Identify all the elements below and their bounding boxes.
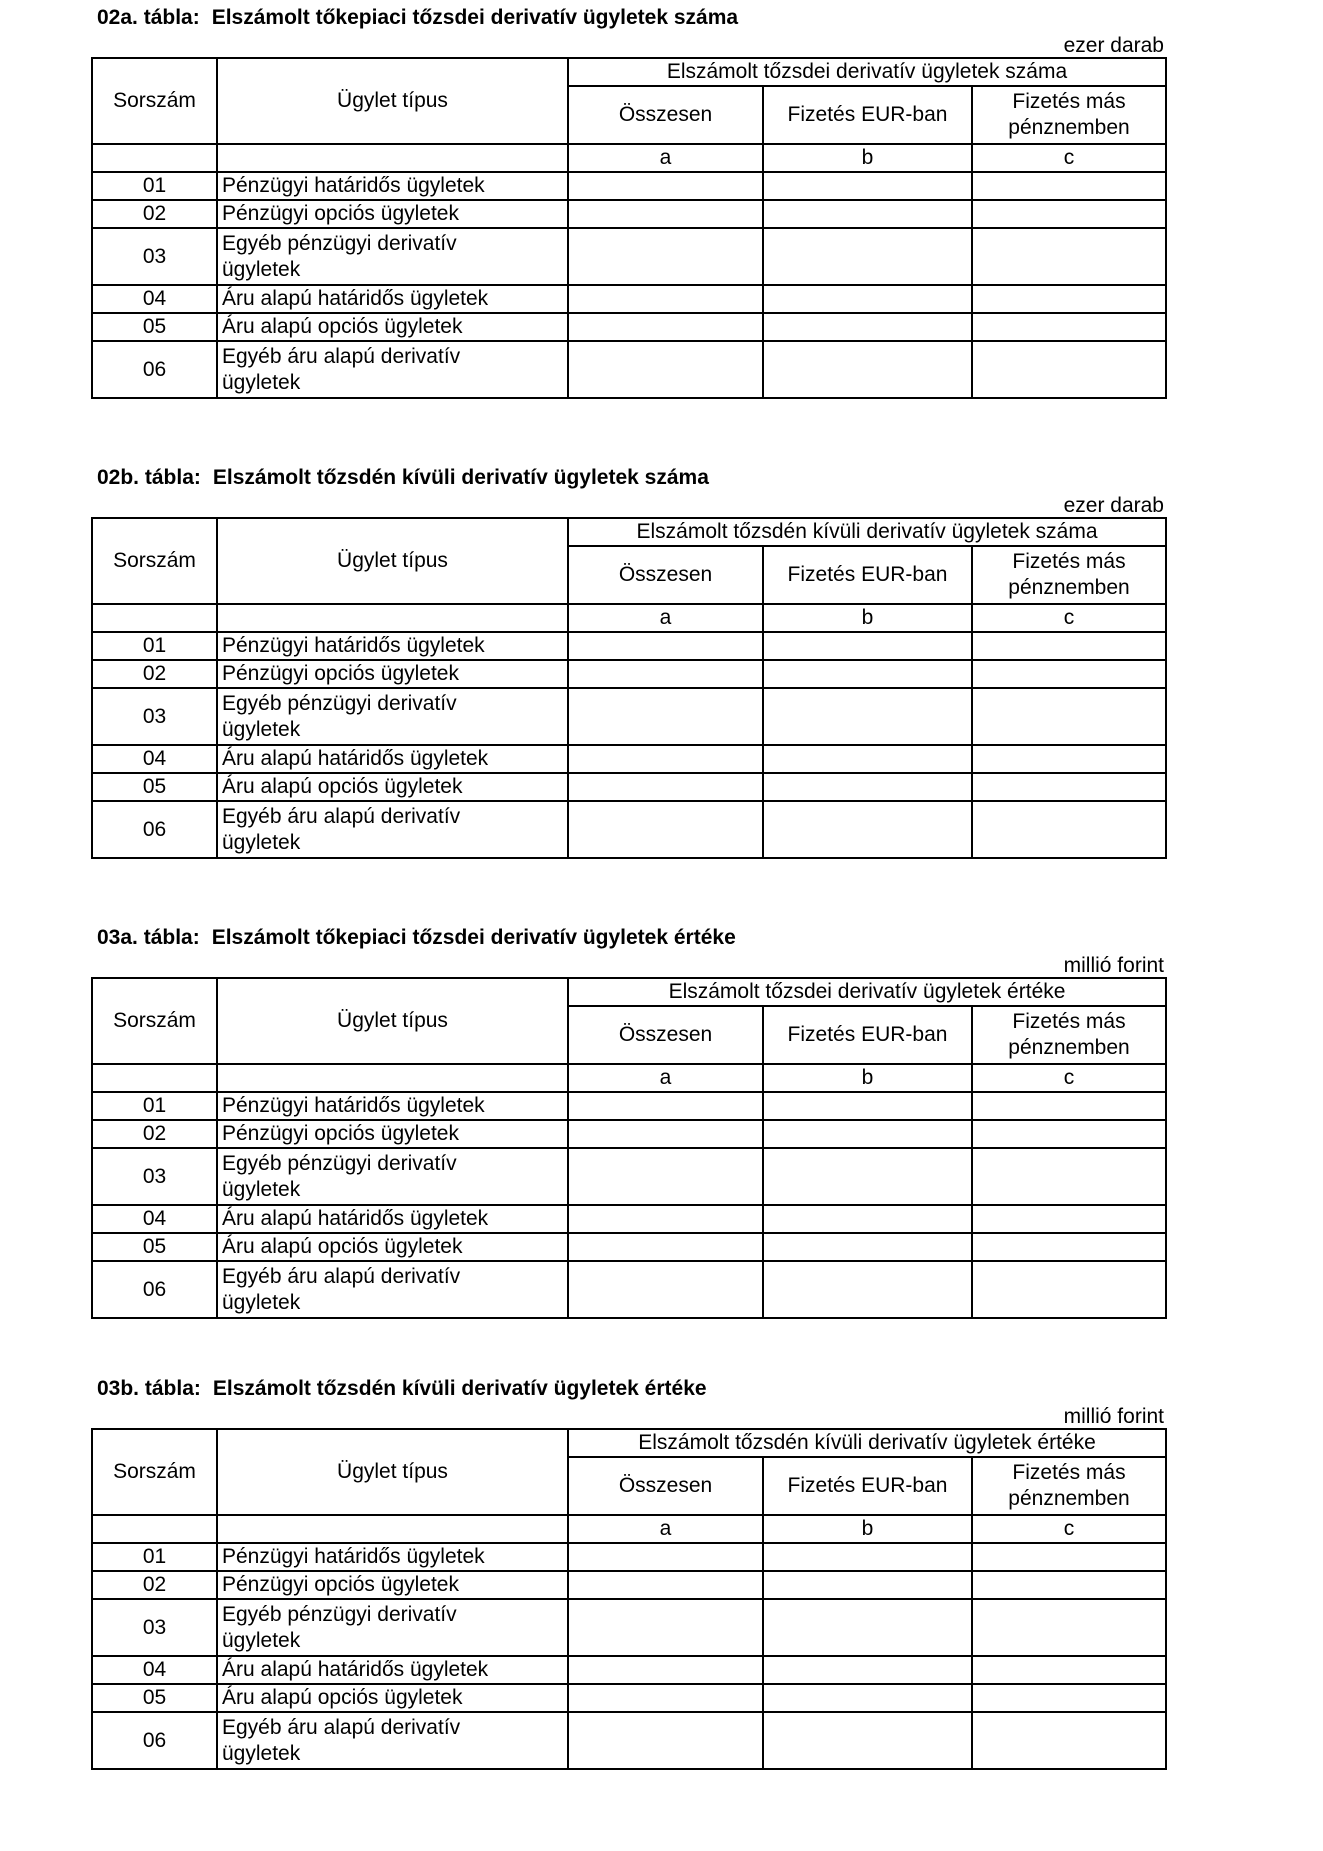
value-mas-cell[interactable]	[972, 1684, 1166, 1712]
value-osszesen-cell[interactable]	[568, 341, 763, 398]
header-group: Elszámolt tőzsdén kívüli derivatív ügyletek száma	[568, 518, 1166, 546]
header-group: Elszámolt tőzsdén kívüli derivatív ügyletek értéke	[568, 1429, 1166, 1457]
row-number: 04	[92, 1205, 217, 1233]
header-blank	[217, 1064, 568, 1092]
value-osszesen-cell[interactable]	[568, 801, 763, 858]
header-osszesen: Összesen	[568, 1006, 763, 1064]
value-osszesen-cell[interactable]	[568, 1205, 763, 1233]
row-number: 06	[92, 1712, 217, 1769]
header-blank	[217, 1515, 568, 1543]
header-eur: Fizetés EUR-ban	[763, 1006, 972, 1064]
value-eur-cell[interactable]	[763, 200, 972, 228]
header-col-c: c	[972, 1064, 1166, 1092]
row-type-name: Pénzügyi opciós ügyletek	[217, 1120, 568, 1148]
row-type-name: Áru alapú opciós ügyletek	[217, 773, 568, 801]
value-mas-cell[interactable]	[972, 660, 1166, 688]
value-eur-cell[interactable]	[763, 632, 972, 660]
table-heading	[97, 1376, 707, 1402]
row-type-name: Pénzügyi határidős ügyletek	[217, 172, 568, 200]
value-mas-cell[interactable]	[972, 1261, 1166, 1318]
row-type-name: Egyéb pénzügyi derivatív ügyletek	[217, 228, 568, 285]
table-row	[92, 1233, 1166, 1261]
row-number: 01	[92, 632, 217, 660]
table-title: Elszámolt tőkepiaci tőzsdei derivatív ügyletek száma	[211, 6, 739, 29]
value-eur-cell[interactable]	[763, 1120, 972, 1148]
table-row	[92, 341, 1166, 398]
value-mas-cell[interactable]	[972, 801, 1166, 858]
table-number: 03b. tábla:	[97, 1377, 201, 1400]
unit-label: millió forint	[1063, 1405, 1164, 1428]
table-row	[92, 632, 1166, 660]
value-eur-cell[interactable]	[763, 1148, 972, 1205]
value-osszesen-cell[interactable]	[568, 660, 763, 688]
table-row	[92, 745, 1166, 773]
row-type-name: Egyéb áru alapú derivatív ügyletek	[217, 801, 568, 858]
value-eur-cell[interactable]	[763, 228, 972, 285]
value-osszesen-cell[interactable]	[568, 688, 763, 745]
header-blank	[217, 604, 568, 632]
row-number: 04	[92, 1656, 217, 1684]
header-mas: Fizetés más pénznemben	[972, 546, 1166, 604]
table-row	[92, 773, 1166, 801]
data-table	[91, 517, 1167, 859]
value-osszesen-cell[interactable]	[568, 1233, 763, 1261]
row-number: 01	[92, 1092, 217, 1120]
header-col-c: c	[972, 604, 1166, 632]
table-heading	[97, 465, 709, 491]
value-eur-cell[interactable]	[763, 688, 972, 745]
row-number: 04	[92, 285, 217, 313]
value-mas-cell[interactable]	[972, 341, 1166, 398]
header-sorszam: Sorszám	[92, 58, 217, 144]
row-type-name: Pénzügyi határidős ügyletek	[217, 1543, 568, 1571]
value-eur-cell[interactable]	[763, 1684, 972, 1712]
value-osszesen-cell[interactable]	[568, 773, 763, 801]
value-eur-cell[interactable]	[763, 285, 972, 313]
row-type-name: Áru alapú opciós ügyletek	[217, 313, 568, 341]
row-number: 02	[92, 200, 217, 228]
table-row	[92, 1599, 1166, 1656]
header-eur: Fizetés EUR-ban	[763, 546, 972, 604]
header-sorszam: Sorszám	[92, 978, 217, 1064]
table-heading	[97, 925, 736, 951]
table-row	[92, 688, 1166, 745]
row-number: 06	[92, 801, 217, 858]
row-type-name: Pénzügyi opciós ügyletek	[217, 660, 568, 688]
header-col-a: a	[568, 604, 763, 632]
header-blank	[217, 144, 568, 172]
table-row	[92, 313, 1166, 341]
table-row	[92, 200, 1166, 228]
value-mas-cell[interactable]	[972, 632, 1166, 660]
table-number: 02a. tábla:	[97, 6, 200, 29]
value-mas-cell[interactable]	[972, 228, 1166, 285]
table-row	[92, 1712, 1166, 1769]
value-eur-cell[interactable]	[763, 1599, 972, 1656]
header-col-c: c	[972, 1515, 1166, 1543]
row-number: 02	[92, 660, 217, 688]
header-group: Elszámolt tőzsdei derivatív ügyletek értéke	[568, 978, 1166, 1006]
value-eur-cell[interactable]	[763, 1656, 972, 1684]
row-type-name: Egyéb áru alapú derivatív ügyletek	[217, 341, 568, 398]
value-osszesen-cell[interactable]	[568, 1599, 763, 1656]
value-osszesen-cell[interactable]	[568, 1092, 763, 1120]
row-number: 02	[92, 1120, 217, 1148]
row-number: 03	[92, 228, 217, 285]
value-osszesen-cell[interactable]	[568, 632, 763, 660]
header-col-a: a	[568, 1515, 763, 1543]
row-number: 06	[92, 341, 217, 398]
row-number: 06	[92, 1261, 217, 1318]
table-row	[92, 1684, 1166, 1712]
value-mas-cell[interactable]	[972, 688, 1166, 745]
row-number: 05	[92, 1684, 217, 1712]
value-osszesen-cell[interactable]	[568, 1543, 763, 1571]
table-row	[92, 285, 1166, 313]
value-eur-cell[interactable]	[763, 1543, 972, 1571]
header-blank	[92, 144, 217, 172]
row-type-name: Áru alapú határidős ügyletek	[217, 285, 568, 313]
header-eur: Fizetés EUR-ban	[763, 1457, 972, 1515]
value-mas-cell[interactable]	[972, 1120, 1166, 1148]
value-osszesen-cell[interactable]	[568, 228, 763, 285]
value-eur-cell[interactable]	[763, 1571, 972, 1599]
row-number: 05	[92, 1233, 217, 1261]
table-number: 03a. tábla:	[97, 926, 200, 949]
value-eur-cell[interactable]	[763, 773, 972, 801]
row-type-name: Egyéb áru alapú derivatív ügyletek	[217, 1712, 568, 1769]
table-row	[92, 660, 1166, 688]
data-table	[91, 1428, 1167, 1770]
row-type-name: Pénzügyi határidős ügyletek	[217, 632, 568, 660]
table-row	[92, 1148, 1166, 1205]
row-type-name: Egyéb áru alapú derivatív ügyletek	[217, 1261, 568, 1318]
value-osszesen-cell[interactable]	[568, 172, 763, 200]
header-sorszam: Sorszám	[92, 518, 217, 604]
value-mas-cell[interactable]	[972, 1712, 1166, 1769]
header-ugylet-tipus: Ügylet típus	[217, 58, 568, 144]
value-eur-cell[interactable]	[763, 1261, 972, 1318]
table-heading	[97, 5, 738, 31]
value-osszesen-cell[interactable]	[568, 1571, 763, 1599]
value-mas-cell[interactable]	[972, 313, 1166, 341]
data-table	[91, 57, 1167, 399]
row-type-name: Áru alapú opciós ügyletek	[217, 1684, 568, 1712]
table-row	[92, 172, 1166, 200]
row-type-name: Áru alapú határidős ügyletek	[217, 745, 568, 773]
header-sorszam: Sorszám	[92, 1429, 217, 1515]
value-osszesen-cell[interactable]	[568, 1712, 763, 1769]
row-number: 03	[92, 1148, 217, 1205]
header-eur: Fizetés EUR-ban	[763, 86, 972, 144]
value-osszesen-cell[interactable]	[568, 313, 763, 341]
value-osszesen-cell[interactable]	[568, 1148, 763, 1205]
value-mas-cell[interactable]	[972, 285, 1166, 313]
header-blank	[92, 1515, 217, 1543]
header-blank	[92, 604, 217, 632]
header-group: Elszámolt tőzsdei derivatív ügyletek száma	[568, 58, 1166, 86]
row-type-name: Áru alapú határidős ügyletek	[217, 1205, 568, 1233]
unit-label: ezer darab	[1063, 494, 1164, 517]
row-number: 03	[92, 1599, 217, 1656]
value-osszesen-cell[interactable]	[568, 745, 763, 773]
header-col-a: a	[568, 1064, 763, 1092]
value-mas-cell[interactable]	[972, 1543, 1166, 1571]
value-mas-cell[interactable]	[972, 745, 1166, 773]
header-col-a: a	[568, 144, 763, 172]
row-number: 02	[92, 1571, 217, 1599]
header-col-b: b	[763, 144, 972, 172]
value-eur-cell[interactable]	[763, 660, 972, 688]
value-mas-cell[interactable]	[972, 1571, 1166, 1599]
value-eur-cell[interactable]	[763, 1205, 972, 1233]
table-row	[92, 801, 1166, 858]
value-mas-cell[interactable]	[972, 1599, 1166, 1656]
value-mas-cell[interactable]	[972, 1233, 1166, 1261]
header-osszesen: Összesen	[568, 1457, 763, 1515]
header-blank	[92, 1064, 217, 1092]
row-number: 04	[92, 745, 217, 773]
header-osszesen: Összesen	[568, 546, 763, 604]
header-col-b: b	[763, 1515, 972, 1543]
value-eur-cell[interactable]	[763, 745, 972, 773]
value-eur-cell[interactable]	[763, 1233, 972, 1261]
table-number: 02b. tábla:	[97, 466, 201, 489]
row-type-name: Pénzügyi opciós ügyletek	[217, 1571, 568, 1599]
table-row	[92, 1261, 1166, 1318]
value-mas-cell[interactable]	[972, 200, 1166, 228]
value-mas-cell[interactable]	[972, 1205, 1166, 1233]
table-row	[92, 1205, 1166, 1233]
header-osszesen: Összesen	[568, 86, 763, 144]
value-eur-cell[interactable]	[763, 341, 972, 398]
header-mas: Fizetés más pénznemben	[972, 86, 1166, 144]
value-eur-cell[interactable]	[763, 1092, 972, 1120]
row-number: 01	[92, 172, 217, 200]
row-type-name: Pénzügyi határidős ügyletek	[217, 1092, 568, 1120]
value-mas-cell[interactable]	[972, 1148, 1166, 1205]
row-number: 01	[92, 1543, 217, 1571]
value-mas-cell[interactable]	[972, 1656, 1166, 1684]
table-title: Elszámolt tőzsdén kívüli derivatív ügyletek száma	[212, 466, 709, 489]
row-type-name: Egyéb pénzügyi derivatív ügyletek	[217, 1599, 568, 1656]
row-type-name: Áru alapú opciós ügyletek	[217, 1233, 568, 1261]
value-mas-cell[interactable]	[972, 773, 1166, 801]
value-osszesen-cell[interactable]	[568, 1656, 763, 1684]
row-type-name: Áru alapú határidős ügyletek	[217, 1656, 568, 1684]
row-number: 03	[92, 688, 217, 745]
row-number: 05	[92, 773, 217, 801]
value-eur-cell[interactable]	[763, 1712, 972, 1769]
row-type-name: Egyéb pénzügyi derivatív ügyletek	[217, 688, 568, 745]
table-title: Elszámolt tőzsdén kívüli derivatív ügyletek értéke	[212, 1377, 707, 1400]
value-osszesen-cell[interactable]	[568, 1120, 763, 1148]
value-osszesen-cell[interactable]	[568, 1684, 763, 1712]
table-row	[92, 228, 1166, 285]
header-ugylet-tipus: Ügylet típus	[217, 1429, 568, 1515]
unit-label: ezer darab	[1063, 34, 1164, 57]
value-eur-cell[interactable]	[763, 313, 972, 341]
table-row	[92, 1120, 1166, 1148]
row-type-name: Pénzügyi opciós ügyletek	[217, 200, 568, 228]
unit-label: millió forint	[1063, 954, 1164, 977]
header-mas: Fizetés más pénznemben	[972, 1457, 1166, 1515]
header-ugylet-tipus: Ügylet típus	[217, 978, 568, 1064]
table-row	[92, 1571, 1166, 1599]
header-col-b: b	[763, 604, 972, 632]
value-osszesen-cell[interactable]	[568, 285, 763, 313]
table-row	[92, 1543, 1166, 1571]
value-mas-cell[interactable]	[972, 1092, 1166, 1120]
table-title: Elszámolt tőkepiaci tőzsdei derivatív ügyletek értéke	[211, 926, 736, 949]
header-ugylet-tipus: Ügylet típus	[217, 518, 568, 604]
value-osszesen-cell[interactable]	[568, 200, 763, 228]
table-row	[92, 1092, 1166, 1120]
header-col-c: c	[972, 144, 1166, 172]
value-osszesen-cell[interactable]	[568, 1261, 763, 1318]
value-eur-cell[interactable]	[763, 172, 972, 200]
header-mas: Fizetés más pénznemben	[972, 1006, 1166, 1064]
header-col-b: b	[763, 1064, 972, 1092]
row-type-name: Egyéb pénzügyi derivatív ügyletek	[217, 1148, 568, 1205]
table-row	[92, 1656, 1166, 1684]
data-table	[91, 977, 1167, 1319]
value-mas-cell[interactable]	[972, 172, 1166, 200]
row-number: 05	[92, 313, 217, 341]
value-eur-cell[interactable]	[763, 801, 972, 858]
